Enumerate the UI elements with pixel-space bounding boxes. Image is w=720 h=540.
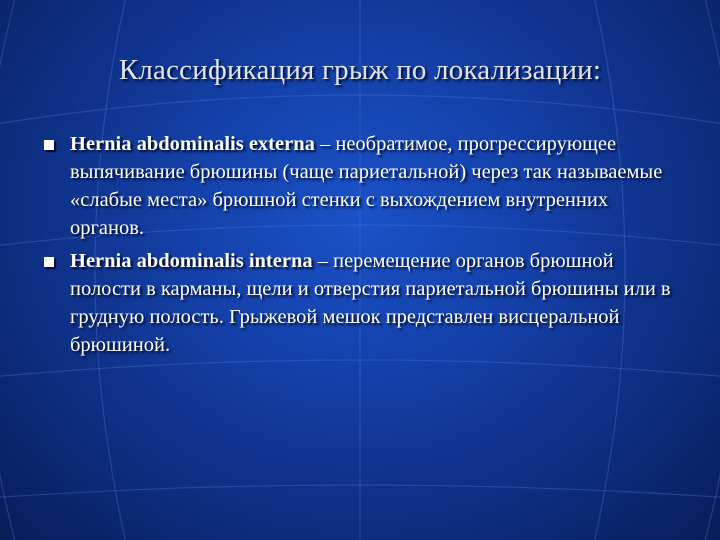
bullet-text: – перемещение органов брюшной полости в карманы, щели и отверстия париетальной брюшины или в грудную полость. Грыжевой мешок представлен висцеральной брюшиной. [70, 250, 671, 356]
bullet-term: Hernia abdominalis externa [70, 133, 315, 155]
bullet-list [44, 130, 684, 364]
bullet-item-internal [44, 247, 684, 359]
slide-title: Классификация грыж по локализации: [118, 54, 602, 86]
square-bullet-icon [44, 257, 54, 267]
bullet-term: Hernia abdominalis interna [70, 250, 313, 272]
bullet-text: – необратимое, прогрессирующее выпячивание брюшины (чаще париетальной) через так называемые «слабые места» брюшной стенки с выхождением внутренних органов. [70, 133, 663, 239]
bullet-item-external [44, 130, 684, 242]
square-bullet-icon [44, 140, 54, 150]
